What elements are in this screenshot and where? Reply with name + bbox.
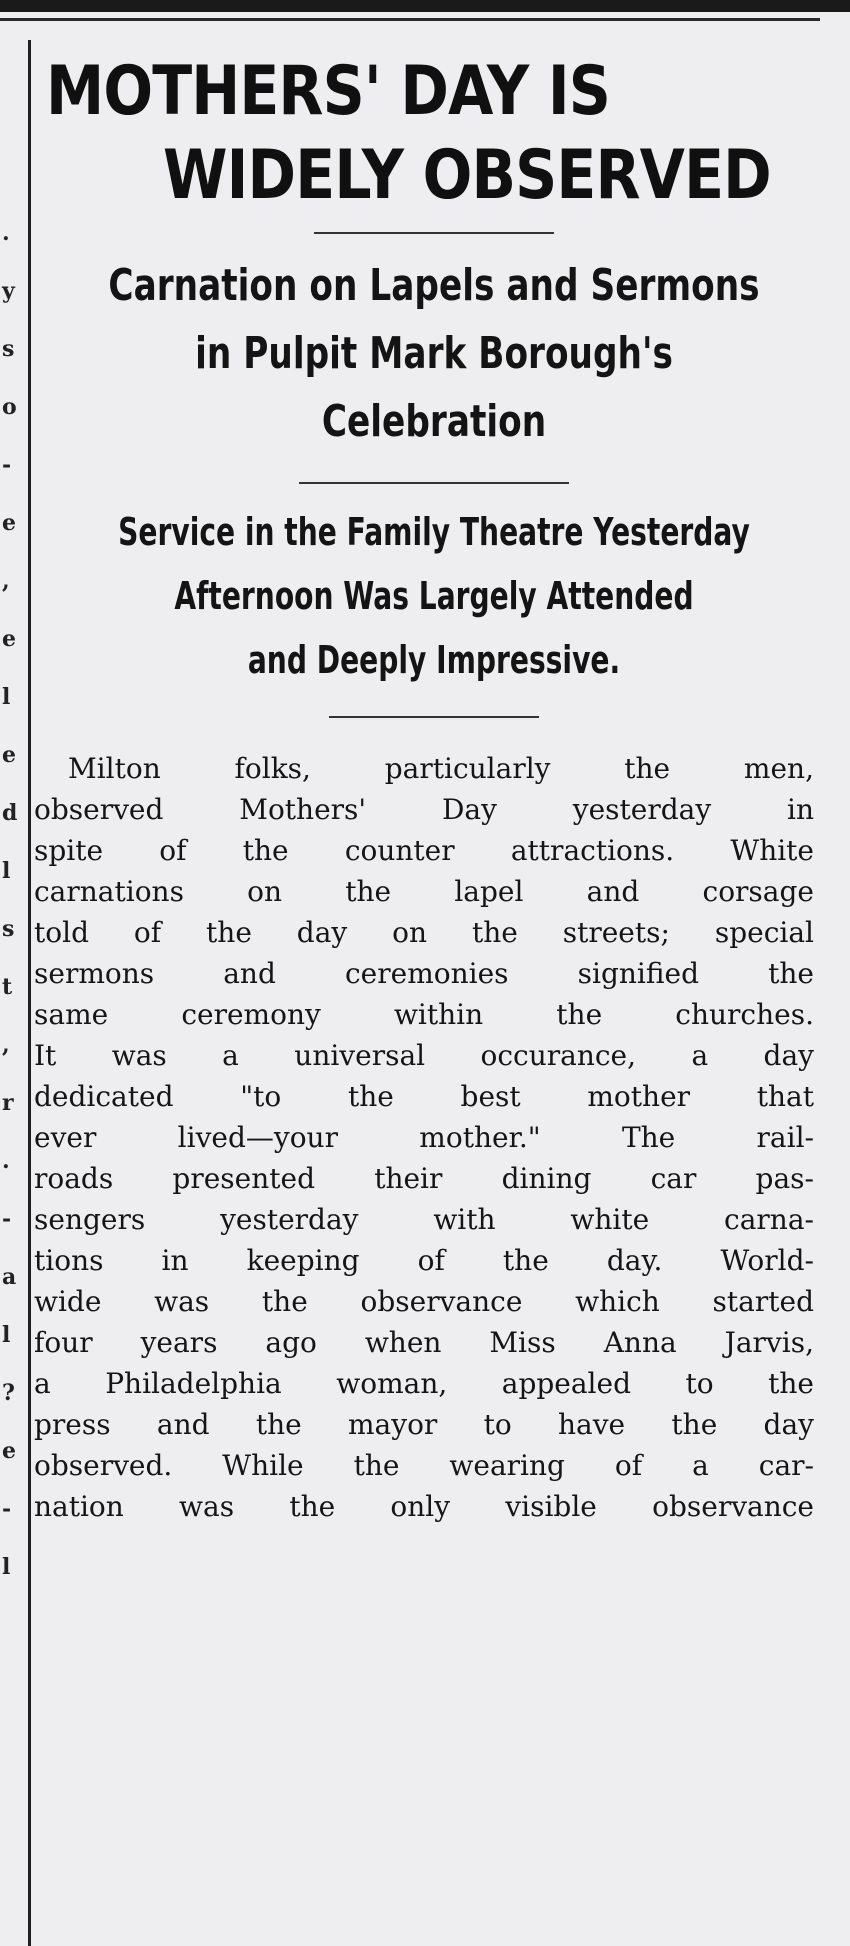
fragment-char: , bbox=[2, 568, 10, 594]
body-line: spite of the counter attractions. White bbox=[34, 834, 814, 867]
fragment-char: l bbox=[2, 1554, 11, 1580]
adjacent-column-fragments bbox=[0, 220, 16, 1720]
body-line: observed. While the wearing of a car- bbox=[34, 1449, 814, 1482]
subheadline-1-line-1: Carnation on Lapels and Sermons bbox=[108, 260, 760, 311]
body-line: dedicated "to the best mother that bbox=[34, 1080, 814, 1113]
subheadline-divider-1 bbox=[299, 482, 569, 484]
fragment-char: l bbox=[2, 858, 11, 884]
article bbox=[34, 50, 834, 1527]
fragment-char: ? bbox=[2, 1380, 15, 1406]
fragment-char: s bbox=[2, 916, 15, 942]
subheadline-2-line-3: and Deeply Impressive. bbox=[247, 638, 621, 682]
headline-line-2: WIDELY OBSERVED bbox=[163, 136, 771, 215]
fragment-char: t bbox=[2, 974, 13, 1000]
headline-divider bbox=[314, 232, 554, 234]
top-thin-rule bbox=[0, 18, 820, 21]
fragment-char: s bbox=[2, 336, 15, 362]
fragment-char: - bbox=[2, 1206, 12, 1232]
article-body bbox=[34, 748, 834, 1527]
body-line: It was a universal occurance, a day bbox=[34, 1039, 814, 1072]
body-line: tions in keeping of the day. World- bbox=[34, 1244, 814, 1277]
subheadline-2-line-2: Afternoon Was Largely Attended bbox=[174, 574, 694, 618]
body-line: carnations on the lapel and corsage bbox=[34, 875, 814, 908]
body-line: sengers yesterday with white carna- bbox=[34, 1203, 814, 1236]
fragment-char: - bbox=[2, 452, 12, 478]
body-line: four years ago when Miss Anna Jarvis, bbox=[34, 1326, 814, 1359]
body-line: told of the day on the streets; special bbox=[34, 916, 814, 949]
subheadline-2-line-1: Service in the Family Theatre Yesterday bbox=[118, 510, 750, 554]
fragment-char: e bbox=[2, 510, 16, 536]
body-line: same ceremony within the churches. bbox=[34, 998, 814, 1031]
fragment-char: y bbox=[2, 278, 15, 304]
body-line: roads presented their dining car pas- bbox=[34, 1162, 814, 1195]
subheadline-1-line-2: in Pulpit Mark Borough's bbox=[195, 328, 673, 379]
body-line: press and the mayor to have the day bbox=[34, 1408, 814, 1441]
body-line: nation was the only visible observance bbox=[34, 1490, 814, 1523]
body-line: Milton folks, particularly the men, bbox=[68, 752, 814, 785]
fragment-char: d bbox=[2, 800, 18, 826]
fragment-char: e bbox=[2, 626, 16, 652]
body-line: a Philadelphia woman, appealed to the bbox=[34, 1367, 814, 1400]
fragment-char: a bbox=[2, 1264, 17, 1290]
fragment-char: . bbox=[2, 220, 10, 246]
fragment-char: . bbox=[2, 1148, 10, 1174]
subheadline-2 bbox=[42, 500, 826, 692]
body-line: ever lived—your mother." The rail- bbox=[34, 1121, 814, 1154]
fragment-char: - bbox=[2, 1496, 12, 1522]
fragment-char: o bbox=[2, 394, 17, 420]
top-border-rule bbox=[0, 0, 850, 12]
column-divider bbox=[28, 40, 31, 1946]
fragment-char: e bbox=[2, 742, 16, 768]
subheadline-1 bbox=[44, 252, 824, 456]
subheadline-1-line-3: Celebration bbox=[321, 396, 547, 447]
fragment-char: l bbox=[2, 684, 11, 710]
fragment-char: r bbox=[2, 1090, 14, 1116]
subheadline-divider-2 bbox=[329, 716, 539, 718]
fragment-char: l bbox=[2, 1322, 11, 1348]
headline bbox=[34, 50, 834, 218]
body-line: observed Mothers' Day yesterday in bbox=[34, 793, 814, 826]
headline-line-1: MOTHERS' DAY IS bbox=[46, 52, 611, 131]
body-line: sermons and ceremonies signified the bbox=[34, 957, 814, 990]
body-line: wide was the observance which started bbox=[34, 1285, 814, 1318]
fragment-char: e bbox=[2, 1438, 16, 1464]
fragment-char: , bbox=[2, 1032, 10, 1058]
